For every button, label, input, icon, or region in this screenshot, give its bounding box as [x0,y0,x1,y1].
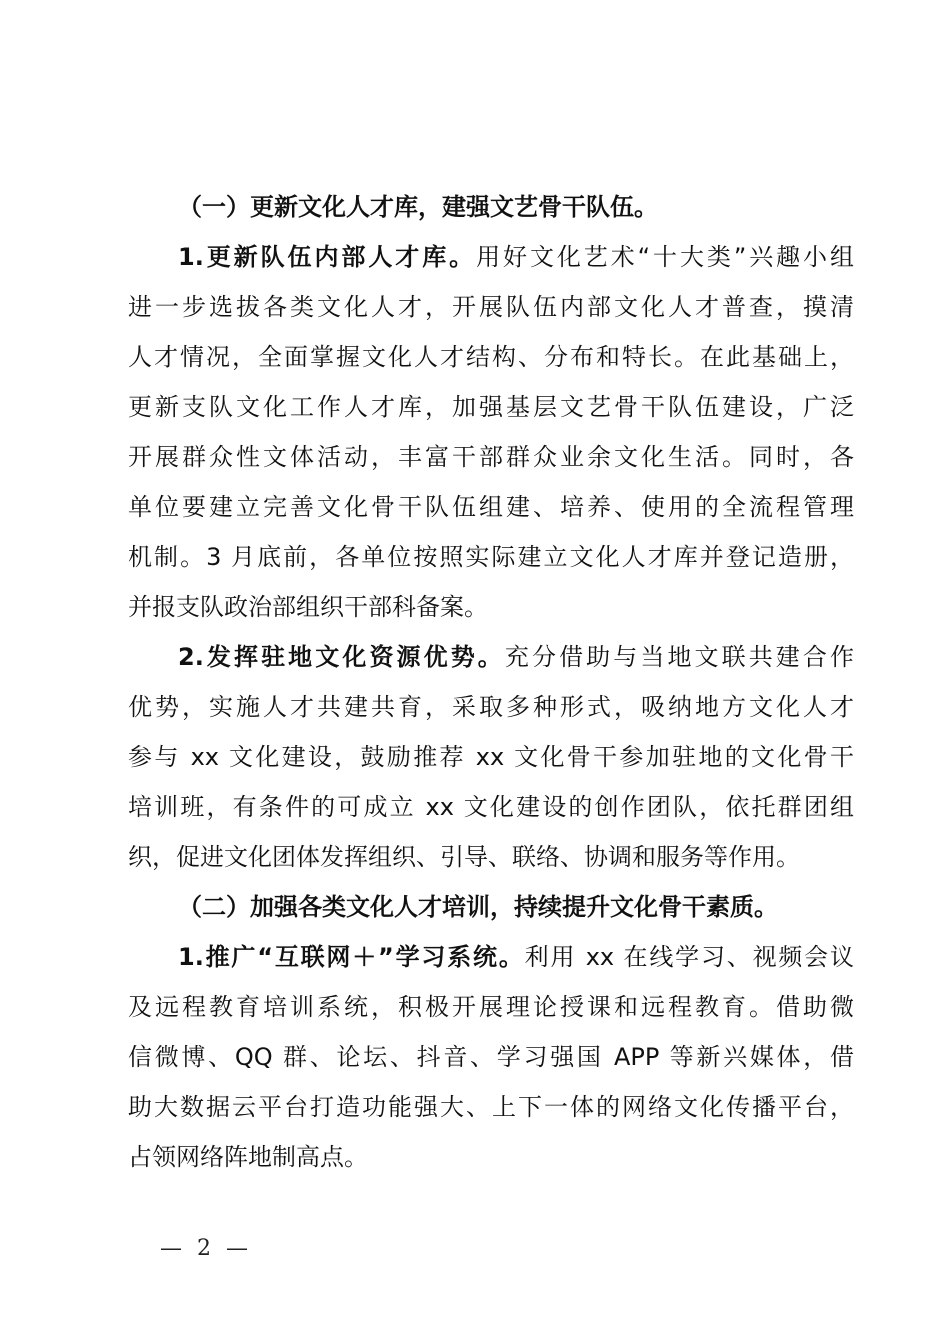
paragraph-line: 培训班，有条件的可成立 xx 文化建设的创作团队，依托群团组 [128,793,854,821]
paragraph-line [128,632,854,682]
paragraph-line: 单位要建立完善文化骨干队伍组建、培养、使用的全流程管理 [128,493,854,521]
paragraph-line [128,932,854,982]
paragraph-line: 信微博、QQ 群、论坛、抖音、学习强国 APP 等新兴媒体，借 [128,1043,854,1071]
paragraph-text: 用好文化艺术“十大类”兴趣小组 [476,243,854,271]
paragraph-line: 参与 xx 文化建设，鼓励推荐 xx 文化骨干参加驻地的文化骨干 [128,743,854,771]
paragraph-line: 更新支队文化工作人才库，加强基层文艺骨干队伍建设，广泛 [128,393,854,421]
paragraph-line: 机制。3 月底前，各单位按照实际建立文化人才库并登记造册， [128,543,854,571]
paragraph-text: 利用 xx 在线学习、视频会议 [524,943,854,971]
document-body [128,182,854,1182]
paragraph-line: 优势，实施人才共建共育，采取多种形式，吸纳地方文化人才 [128,693,854,721]
section-heading: （二）加强各类文化人才培训，持续提升文化骨干素质。 [178,893,778,921]
paragraph-line: 开展群众性文体活动，丰富干部群众业余文化生活。同时，各 [128,443,854,471]
paragraph-line: 并报支队政治部组织干部科备案。 [128,593,488,621]
item-title: 2.发挥驻地文化资源优势。 [178,643,505,671]
paragraph-text: 充分借助与当地文联共建合作 [504,643,854,671]
paragraph-line: 织，促进文化团体发挥组织、引导、联络、协调和服务等作用。 [128,843,800,871]
item-title: 1.推广“互联网＋”学习系统。 [178,943,525,971]
page-number: — 2 — [160,1236,252,1261]
item-title: 1.更新队伍内部人才库。 [178,243,477,271]
paragraph-line: 人才情况，全面掌握文化人才结构、分布和特长。在此基础上， [128,343,854,371]
section-heading: （一）更新文化人才库，建强文艺骨干队伍。 [178,193,658,221]
paragraph-line: 进一步选拔各类文化人才，开展队伍内部文化人才普查，摸清 [128,293,854,321]
paragraph-line: 助大数据云平台打造功能强大、上下一体的网络文化传播平台， [128,1093,854,1121]
paragraph-line: 及远程教育培训系统，积极开展理论授课和远程教育。借助微 [128,993,854,1021]
paragraph-line [128,232,854,282]
paragraph-line: 占领网络阵地制高点。 [128,1143,368,1171]
